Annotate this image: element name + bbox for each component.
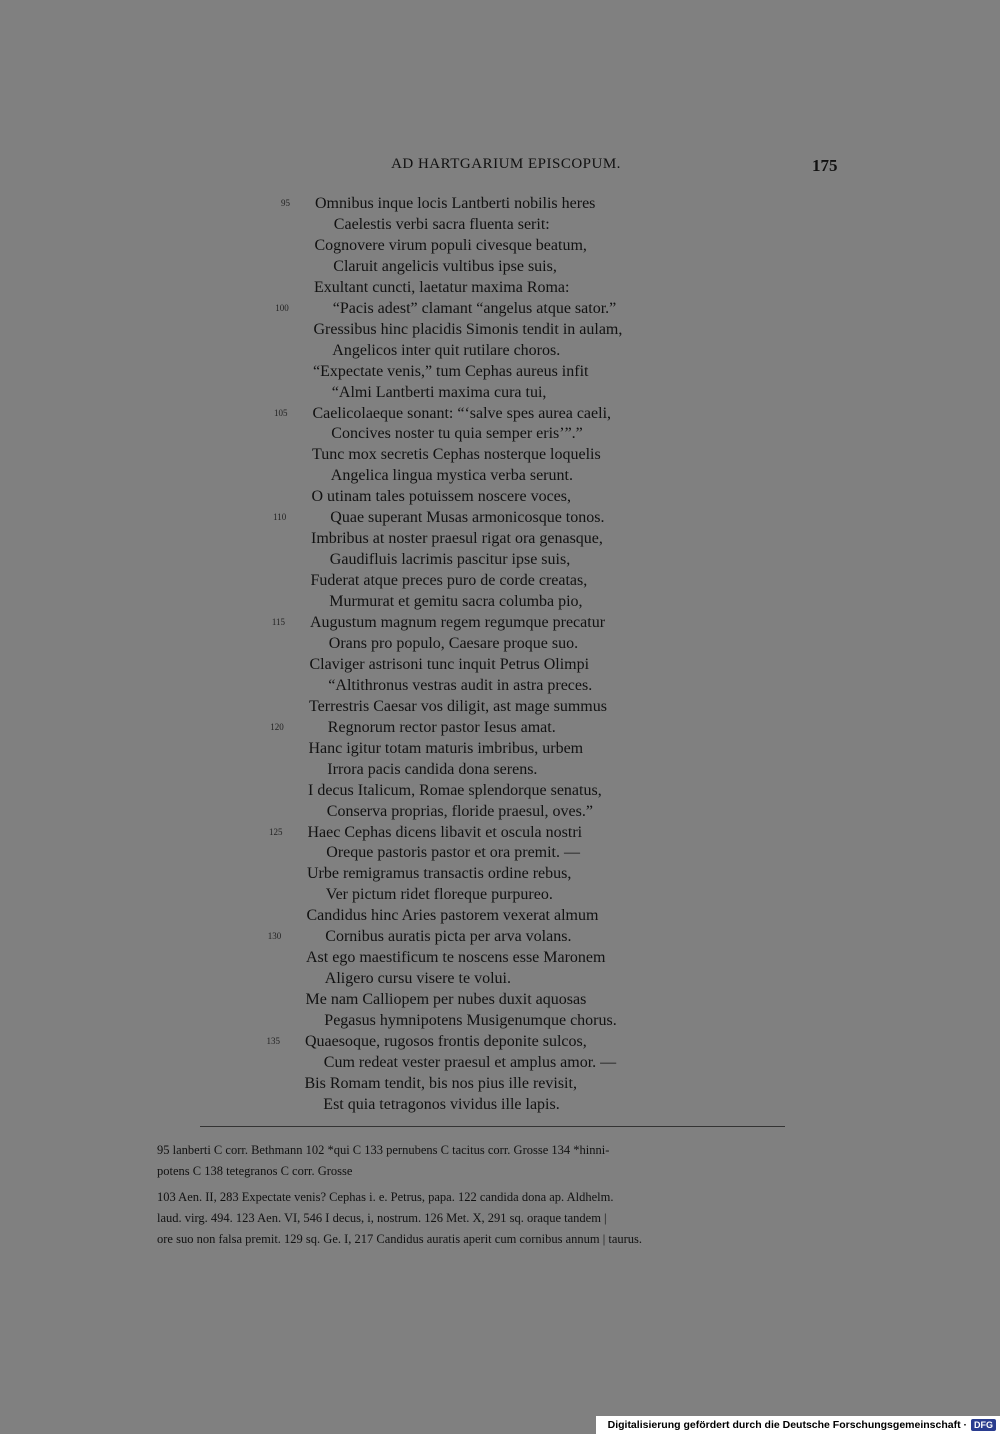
poem-line: Irrora pacis candida dona serens. xyxy=(327,760,538,778)
verse-number: 100 xyxy=(275,302,289,313)
verse-number: 125 xyxy=(269,826,283,837)
poem-line: Conserva proprias, floride praesul, oves.” xyxy=(326,802,593,820)
poem-line: Ast ego maestificum te noscens esse Maronem xyxy=(306,949,606,967)
poem-line: Exultant cuncti, laetatur maxima Roma: xyxy=(314,278,570,296)
poem-line: Haec Cephas dicens libavit et oscula nostri xyxy=(307,823,583,841)
verse-number: 135 xyxy=(266,1036,280,1046)
poem-line: Imbribus at noster praesul rigat ora genasque, xyxy=(311,530,603,548)
poem-line: Pegasus hymnipotens Musigenumque chorus. xyxy=(324,1012,617,1029)
poem-line: Angelica lingua mystica verba serunt. xyxy=(330,467,573,485)
poem-line: Ver pictum ridet floreque purpureo. xyxy=(325,886,553,904)
poem-line: Oreque pastoris pastor et ora premit. — xyxy=(326,844,580,862)
poem-line: Murmurat et gemitu sacra columba pio, xyxy=(329,593,583,611)
poem-line: Claruit angelicis vultibus ipse suis, xyxy=(333,257,557,275)
poem-line: “Almi Lantberti maxima cura tui, xyxy=(331,383,547,401)
poem-line: Gressibus hinc placidis Simonis tendit in aulam, xyxy=(313,320,623,338)
funding-text: Digitalisierung gefördert durch die Deutsche Forschungsgemeinschaft · xyxy=(607,1419,967,1431)
poem-line: Urbe remigramus transactis ordine rebus, xyxy=(307,865,572,883)
funding-footer xyxy=(596,1416,1000,1434)
source-note-line: ore suo non falsa premit. 129 sq. Ge. I, 217 Candidus auratis aperit cum cornibus annum | taurus. xyxy=(157,1232,643,1246)
source-notes xyxy=(157,1187,829,1250)
poem-line: Cornibus auratis picta per arva volans. xyxy=(325,928,572,946)
poem-line: Hanc igitur totam maturis imbribus, urbem xyxy=(308,739,584,757)
page-number: 175 xyxy=(812,156,838,175)
poem-line: Quaesoque, rugosos frontis deponite sulcos, xyxy=(305,1033,587,1050)
poem-line: Regnorum rector pastor Iesus amat. xyxy=(327,718,556,736)
poem-line: Quae superant Musas armonicosque tonos. xyxy=(330,509,605,527)
apparatus-line: potens C 138 tetegranos C corr. Grosse xyxy=(157,1164,353,1178)
poem-line: Candidus hinc Aries pastorem vexerat almum xyxy=(306,907,599,925)
running-title: AD HARTGARIUM EPISCOPUM. xyxy=(391,156,621,172)
poem-line: “Altithronus vestras audit in astra preces. xyxy=(328,676,593,694)
poem-line: Claviger astrisoni tunc inquit Petrus Olimpi xyxy=(309,655,590,673)
poem-line: Bis Romam tendit, bis nos pius ille revisit, xyxy=(304,1074,577,1092)
poem-line: Gaudifluis lacrimis pascitur ipse suis, xyxy=(329,551,571,569)
verse-number: 115 xyxy=(271,617,285,627)
apparatus-line: 95 lanberti C corr. Bethmann 102 *qui C 133 pernubens C tacitus corr. Grosse 134 *hinni- xyxy=(157,1143,610,1157)
poem-line: I decus Italicum, Romae splendorque senatus, xyxy=(308,781,602,799)
verse-number: 105 xyxy=(274,407,288,418)
critical-apparatus xyxy=(157,1140,829,1182)
verse-number: 95 xyxy=(281,198,290,208)
poem-line: Terrestris Caesar vos diligit, ast mage summus xyxy=(309,697,607,715)
poem-line: Est quia tetragonos vividus ille lapis. xyxy=(323,1095,560,1113)
poem-line: Fuderat atque preces puro de corde creatas, xyxy=(310,572,588,590)
poem-line: Me nam Calliopem per nubes duxit aquosas xyxy=(305,991,587,1009)
poem-line: Cognovere virum populi civesque beatum, xyxy=(314,236,587,254)
verse-number: 130 xyxy=(267,931,282,942)
poem-line: Augustum magnum regem regumque precatur xyxy=(310,614,606,631)
poem-line: Omnibus inque locis Lantberti nobilis heres xyxy=(315,195,596,212)
poem-line: Tunc mox secretis Cephas nosterque loquelis xyxy=(312,446,601,464)
poem-line: Concives noster tu quia semper eris’”.” xyxy=(331,425,583,443)
poem-line: Angelicos inter quit rutilare choros. xyxy=(332,341,561,359)
source-note-line: 103 Aen. II, 283 Expectate venis? Cephas i. e. Petrus, papa. 122 candida dona ap. Aldhelm. xyxy=(157,1190,614,1204)
poem-line: Cum redeat vester praesul et amplus amor. — xyxy=(323,1053,617,1071)
footnote-rule xyxy=(200,1126,785,1127)
poem-line: “Pacis adest” clamant “angelus atque sator.” xyxy=(332,299,617,317)
poem-line: Caelestis verbi sacra fluenta serit: xyxy=(333,215,550,233)
poem-line: Caelicolaeque sonant: “‘salve spes aurea caeli, xyxy=(312,404,612,422)
poem-line: Aligero cursu visere te volui. xyxy=(324,970,511,988)
verse-number: 110 xyxy=(273,512,287,523)
dfg-logo: DFG xyxy=(971,1419,996,1431)
poem-line: Orans pro populo, Caesare proque suo. xyxy=(328,634,579,652)
poem-line: “Expectate venis,” tum Cephas aureus infit xyxy=(313,362,589,380)
poem-line: O utinam tales potuissem noscere voces, xyxy=(311,488,571,506)
source-note-line: laud. virg. 494. 123 Aen. VI, 546 I decus, i, nostrum. 126 Met. X, 291 sq. oraque tandem | xyxy=(157,1211,607,1225)
verse-number: 120 xyxy=(270,721,284,732)
